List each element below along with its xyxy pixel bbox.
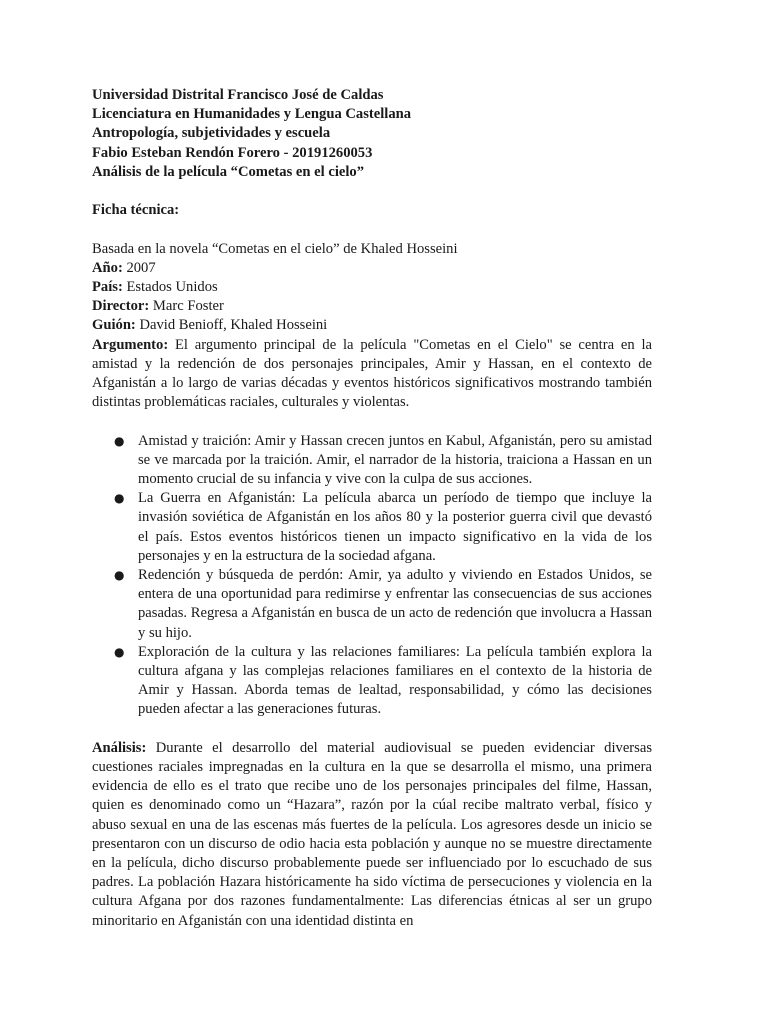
country-label: País: (92, 279, 123, 295)
spacer (92, 412, 652, 431)
ficha-heading: Ficha técnica: (92, 202, 180, 219)
spacer (92, 220, 652, 239)
document-page (92, 86, 652, 931)
bullet-icon: ● (114, 433, 125, 448)
list-item-text: Exploración de la cultura y las relaciones familiares: La película también explora la cultura afgana y las complejas relaciones familiares en el contexto de la historia de Amir y Hassan. Aborda temas de lealtad, responsabilidad, y cómo las decisiones pueden afectar a las generaciones futuras. (138, 643, 652, 718)
argument-text: El argumento principal de la película "Cometas en el Cielo" se centra en la amistad y la redención de dos personajes principales, Amir y Hassan, en el contexto de Afganistán a lo largo de varias décadas y eventos históricos significativos mostrando también distintas problemáticas raciales, culturales y violentas. (92, 336, 652, 411)
script-label: Guión: (92, 317, 136, 334)
country-field (92, 278, 652, 297)
analysis-label: Análisis: (92, 739, 147, 756)
country-value: Estados Unidos (122, 279, 218, 295)
list-item-text: La Guerra en Afganistán: La película abarca un período de tiempo que incluye la invasión soviética de Afganistán en los años 80 y la posterior guerra civil que devastó el país. Estos eventos históricos tienen un impacto significativo en la vida de los personajes y en la estructura de la sociedad afgana. (138, 490, 652, 564)
list-item-text: Redención y búsqueda de perdón: Amir, ya adulto y viviendo en Estados Unidos, se entera de una oportunidad para redimirse y enfrentar las consecuencias de sus acciones pasadas. Regresa a Afganistán en busca de un acto de redención que involucra a Hassan y su hijo. (138, 567, 652, 641)
bullet-icon: ● (114, 491, 125, 506)
year-label: Año: (92, 259, 123, 276)
list-item (92, 566, 652, 643)
list-item (92, 643, 652, 720)
university-name: Universidad Distrital Francisco José de Caldas (92, 87, 384, 103)
argument-paragraph (92, 336, 652, 413)
director-label: Director: (92, 298, 150, 315)
director-value: Marc Foster (149, 298, 224, 315)
program-name: Licenciatura en Humanidades y Lengua Castellana (92, 106, 412, 123)
script-field (92, 316, 652, 335)
script-value: David Benioff, Khaled Hosseini (135, 317, 328, 334)
argument-label: Argumento: (92, 336, 169, 353)
document-title: Análisis de la película “Cometas en el cielo” (92, 163, 364, 180)
list-item (92, 432, 652, 490)
year-field (92, 259, 652, 278)
list-item (92, 489, 652, 566)
list-item-text: Amistad y traición: Amir y Hassan crecen juntos en Kabul, Afganistán, pero su amistad se ve marcada por la traición. Amir, el narrador de la historia, traiciona a Hassan en un momento crucial de su infancia y vive con la culpa de sus acciones. (138, 432, 652, 488)
course-name: Antropología, subjetividades y escuela (92, 125, 331, 142)
based-on-line: Basada en la novela “Cometas en el cielo” de Khaled Hosseini (92, 240, 458, 257)
analysis-paragraph (92, 739, 652, 931)
analysis-text: Durante el desarrollo del material audiovisual se pueden evidenciar diversas cuestiones raciales impregnadas en la cultura en la que se desarrolla el mismo, una primera evidencia de ello es el trato que recibe uno de los personajes principales del filme, Hassan, quien es denominado como un “Hazara”, razón por la cúal recibe maltrato verbal, físico y abuso sexual en una de las escenas más fuertes de la película. Los agresores desde un inicio se presentaron con un discurso de odio hacia esta población y aunque no se muestre directamente en la película, dicho discurso probablemente puede ser influenciado por lo escuchado de sus padres. La población Hazara históricamente ha sido víctima de persecuciones y violencia en la cultura Afgana por dos razones fundamentalmente: Las diferencias étnicas al ser un grupo minoritario en Afganistán con una identidad distinta en (92, 739, 652, 929)
spacer (92, 182, 652, 201)
bullet-list (92, 432, 652, 720)
spacer (92, 720, 652, 739)
director-field (92, 297, 652, 316)
author-line: Fabio Esteban Rendón Forero - 20191260053 (92, 144, 373, 161)
year-value: 2007 (122, 259, 156, 276)
bullet-icon: ● (114, 644, 125, 659)
bullet-icon: ● (114, 568, 125, 583)
